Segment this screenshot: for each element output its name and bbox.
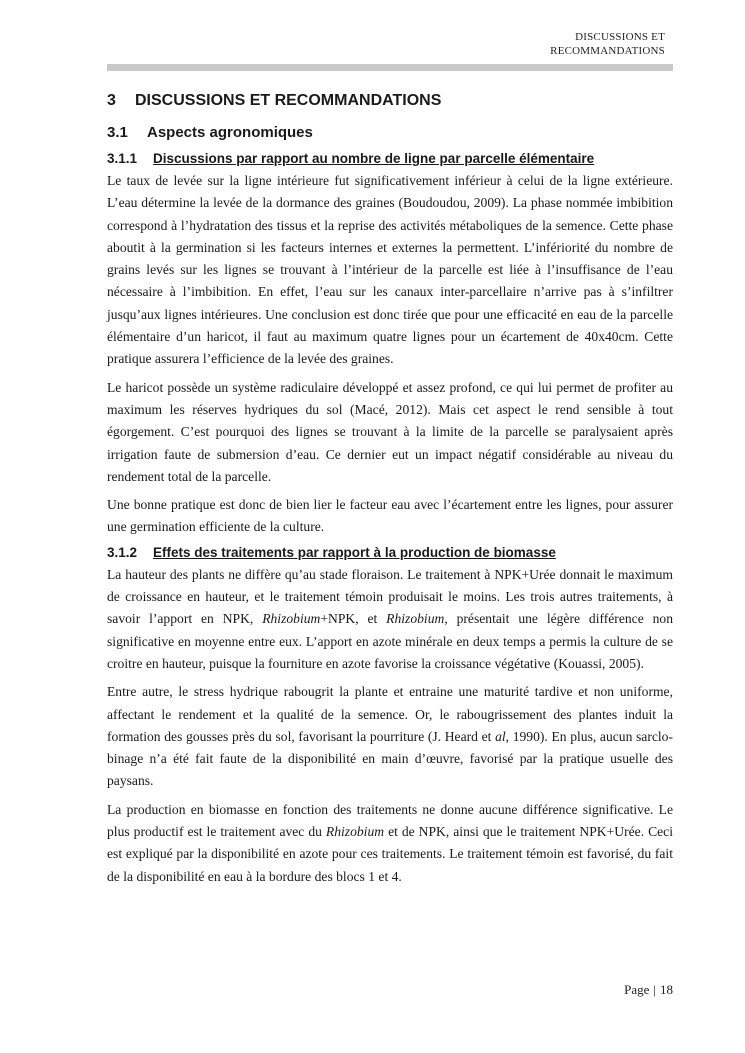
- paragraph-5: [107, 681, 673, 792]
- section-number: 3: [107, 92, 116, 109]
- section-title: DISCUSSIONS ET RECOMMANDATIONS: [135, 92, 442, 109]
- running-header: [550, 30, 665, 58]
- subsection-title: Aspects agronomiques: [147, 124, 313, 141]
- page-separator: |: [653, 982, 656, 997]
- paragraph-6: [107, 799, 673, 888]
- paragraph-3: Une bonne pratique est donc de bien lier le facteur eau avec l’écartement entre les lignes, pour assurer une germination efficiente de la culture.: [107, 497, 673, 535]
- header-divider: [107, 64, 673, 71]
- header-line-2: RECOMMANDATIONS: [550, 45, 665, 57]
- paragraph-4-text-c: , présentait une légère différence non significative en moyenne entre eux. L’apport en azote minérale en deux temps a permis la culture de se croitre en hauteur, puisque la fourniture en azote favorise la croissance végétative (Kouassi, 2005).: [107, 611, 673, 671]
- page-body: [107, 88, 673, 894]
- paragraph-1: Le taux de levée sur la ligne intérieure fut significativement inférieur à celui de la ligne extérieure. L’eau détermine la levée de la dormance des graines (Boudoudou, 2009). La phase nommée imbibition correspond à l’hydratation des tissus et la reprise des activités métaboliques de la semence. Cette phase aboutit à la germination si les facteurs internes et externes la permettent. L’infériorité du nombre de grains levés sur les lignes se trouvant à l’intérieur de la parcelle est liée à l’insuffisance de l’eau nécessaire à l’imbibition. En effet, l’eau sur les canaux inter-parcellaire n’arrive pas à s’infiltrer jusqu’aux lignes intérieures. Une conclusion est donc tirée que pour une efficacité en eau de la parcelle élémentaire d’un haricot, il faut au maximum quatre lignes pour un écartement de 40x40cm. Cette pratique assurera l’efficience de la levée des graines.: [107, 173, 673, 367]
- paragraph-5-text-a: Entre autre, le stress hydrique rabougrit la plante et entraine une maturité tardive et non uniforme, affectant le rendement et la qualité de la semence. Or, le rabougrissement des plantes induit la formation des gousses près du sol, favorisant la pourriture (J. Heard et: [107, 684, 673, 744]
- paragraph-2: Le haricot possède un système radiculaire développé et assez profond, ce qui lui permet de profiter au maximum les réserves hydriques du sol (Macé, 2012). Mais cet aspect le rend sensible à tout égorgement. C’est pourquoi des lignes se trouvant à la limite de la parcelle se paralysaient après irrigation faute de submersion d’eau. Ce dernier eut un impact négatif considérable au niveau du rendement total de la parcelle.: [107, 379, 673, 484]
- subsubsection-title-2: Effets des traitements par rapport à la production de biomasse: [153, 544, 556, 560]
- subsection-heading: [107, 124, 673, 141]
- paragraph-5-text-b: , 1990). En plus, aucun sarclo-binage n’a été fait faute de la disponibilité en main d’œuvre, favorisé par la pratique usuelle des paysans.: [107, 728, 673, 789]
- subsubsection-number-1: 3.1.1: [107, 151, 138, 166]
- subsubsection-heading-2: [107, 545, 673, 560]
- page-number: 18: [660, 982, 673, 997]
- paragraph-4-italic-2: Rhizobium: [386, 611, 445, 627]
- header-line-1: DISCUSSIONS ET: [575, 31, 665, 43]
- section-heading: [107, 92, 673, 110]
- page-footer: [624, 982, 673, 998]
- paragraph-6-text-a: La production en biomasse en fonction des traitements ne donne aucune différence significative. Le plus productif est le traitement avec du: [107, 801, 673, 840]
- paragraph-5-italic: al: [495, 728, 506, 744]
- paragraph-4-text-b: +NPK, et: [320, 611, 387, 627]
- paragraph-6-italic: Rhizobium: [325, 824, 385, 840]
- subsubsection-heading-1: [107, 151, 673, 166]
- paragraph-4-italic-1: Rhizobium: [262, 611, 321, 627]
- paragraph-6-text-b: et de NPK, ainsi que le traitement NPK+Urée. Ceci est expliqué par la disponibilité en azote pour ces traitements. Le traitement témoin est favorisé, du fait de la disponibilité en eau à la bordure des blocs 1 et 4.: [107, 824, 673, 884]
- page-label: Page: [624, 982, 650, 997]
- subsubsection-title-1: Discussions par rapport au nombre de ligne par parcelle élémentaire: [153, 151, 595, 166]
- subsection-number: 3.1: [107, 124, 128, 141]
- subsubsection-number-2: 3.1.2: [107, 544, 138, 560]
- paragraph-4: [107, 564, 673, 675]
- paragraph-4-text-a: La hauteur des plants ne diffère qu’au stade floraison. Le traitement à NPK+Urée donnait le maximum de croissance en hauteur, et le traitement témoin produisait le moins. Les trois autres traitements, à savoir l’apport en NPK,: [107, 566, 673, 627]
